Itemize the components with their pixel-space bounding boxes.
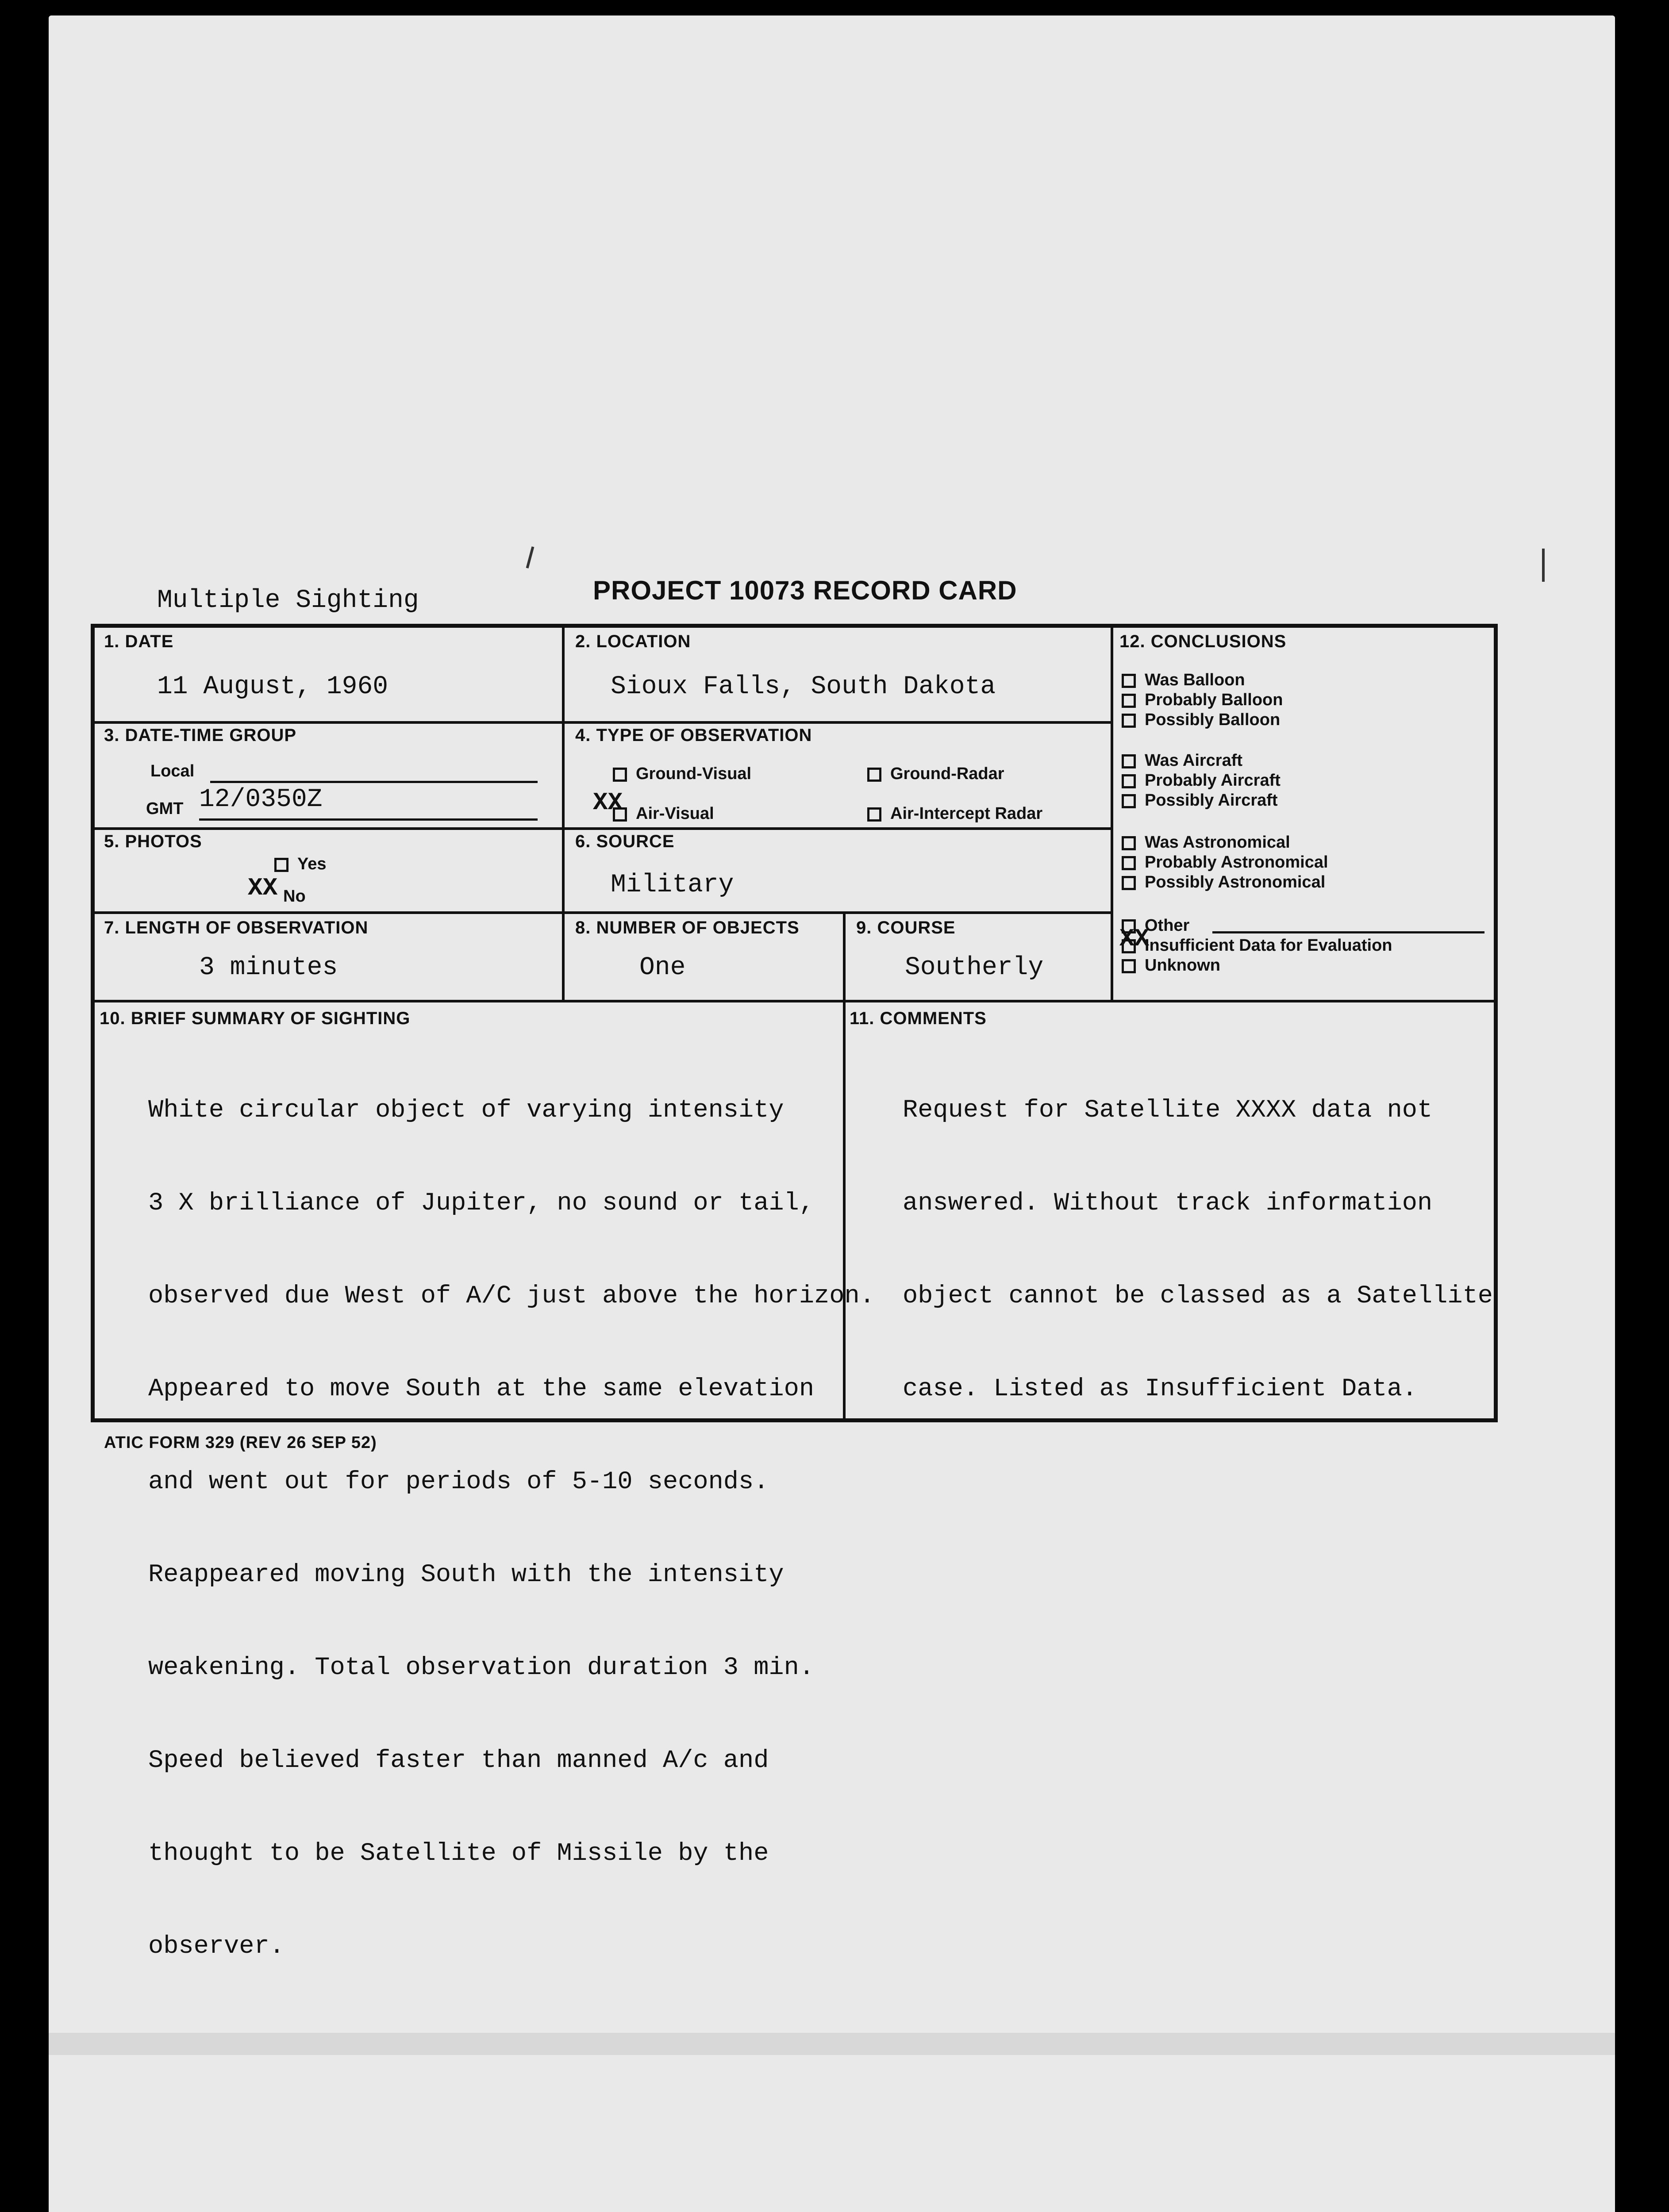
checkbox-icon <box>613 768 627 782</box>
type-label: 4. TYPE OF OBSERVATION <box>575 726 812 745</box>
photos-no-text: No <box>283 887 306 906</box>
conclusion-item <box>1122 791 1281 810</box>
conclusion-item <box>1122 872 1328 892</box>
summary-line: White circular object of varying intensity <box>148 1096 784 1125</box>
type-air-visual-text: Air-Visual <box>636 804 714 823</box>
conclusion-item <box>1122 853 1328 872</box>
photos-no-mark: XX <box>248 874 278 902</box>
photos-yes <box>274 855 327 874</box>
insufficient-mark: XX <box>1119 925 1150 953</box>
grid-line <box>91 911 1113 914</box>
location-value: Sioux Falls, South Dakota <box>611 672 996 701</box>
conclusions-group-balloon <box>1122 670 1283 730</box>
summary-line: weakening. Total observation duration 3 min. <box>148 1654 815 1682</box>
summary-line: Reappeared moving South with the intensity <box>148 1561 784 1589</box>
checkbox-icon <box>1122 694 1136 708</box>
comment-line: case. Listed as Insufficient Data. <box>903 1375 1417 1403</box>
air-visual-mark: XX <box>593 788 623 817</box>
source-label: 6. SOURCE <box>575 832 675 851</box>
grid-line <box>91 721 1113 724</box>
objects-value: One <box>639 953 686 982</box>
dtg-label: 3. DATE-TIME GROUP <box>104 726 297 745</box>
local-underline <box>210 781 538 783</box>
summary-line: and went out for periods of 5-10 seconds. <box>148 1468 769 1496</box>
summary-label: 10. BRIEF SUMMARY OF SIGHTING <box>100 1009 411 1028</box>
summary-line: Speed believed faster than manned A/c and <box>148 1747 769 1775</box>
checkbox-icon <box>1122 836 1136 850</box>
type-air-intercept-text: Air-Intercept Radar <box>890 804 1043 823</box>
location-label: 2. LOCATION <box>575 632 691 651</box>
grid-line <box>562 624 565 1000</box>
grid-line <box>1111 624 1113 1000</box>
multiple-sighting-note: Multiple Sighting <box>157 586 419 615</box>
conclusions-group-astronomical <box>1122 833 1328 892</box>
course-label: 9. COURSE <box>856 918 956 937</box>
grid-line <box>91 827 1113 830</box>
conclusion-text: Was Astronomical <box>1145 833 1290 852</box>
type-ground-visual-text: Ground-Visual <box>636 764 752 783</box>
checkbox-icon <box>1122 714 1136 728</box>
source-value: Military <box>611 871 734 899</box>
objects-label: 8. NUMBER OF OBJECTS <box>575 918 800 937</box>
checkbox-icon <box>867 807 881 822</box>
conclusion-text: Possibly Aircraft <box>1145 791 1278 810</box>
comment-line: object cannot be classed as a Satellite <box>903 1282 1493 1310</box>
checkbox-icon <box>1122 959 1136 973</box>
conclusion-item <box>1122 833 1328 853</box>
conclusion-text: Possibly Astronomical <box>1145 873 1326 891</box>
checkbox-icon <box>613 807 627 822</box>
gmt-label: GMT <box>146 799 184 818</box>
checkbox-icon <box>1122 774 1136 788</box>
conclusion-item-insufficient <box>1122 936 1392 956</box>
summary-line: observed due West of A/C just above the horizon. <box>148 1282 875 1310</box>
conclusions-group-aircraft <box>1122 751 1281 810</box>
card-title: PROJECT 10073 RECORD CARD <box>593 576 1017 605</box>
photos-yes-text: Yes <box>297 855 327 873</box>
comment-line: Request for Satellite XXXX data not <box>903 1096 1433 1125</box>
summary-line: observer. <box>148 1932 285 1961</box>
comments-label: 11. COMMENTS <box>850 1009 987 1028</box>
conclusion-text: Probably Balloon <box>1145 691 1283 709</box>
photos-label: 5. PHOTOS <box>104 832 202 851</box>
length-label: 7. LENGTH OF OBSERVATION <box>104 918 369 937</box>
comment-line: answered. Without track information <box>903 1189 1433 1217</box>
comments-text <box>903 1033 1493 1436</box>
summary-line: thought to be Satellite of Missile by the <box>148 1839 769 1868</box>
summary-line: Appeared to move South at the same elevation <box>148 1375 815 1403</box>
checkbox-icon <box>1122 754 1136 768</box>
conclusion-text: Unknown <box>1145 956 1220 975</box>
page-fold-shadow <box>49 2033 1615 2055</box>
conclusion-item <box>1122 771 1281 791</box>
form-footer: ATIC FORM 329 (REV 26 SEP 52) <box>104 1433 377 1452</box>
conclusions-group-other <box>1122 916 1392 975</box>
conclusion-text: Probably Aircraft <box>1145 771 1281 790</box>
summary-text <box>148 1033 875 1993</box>
conclusion-item <box>1122 690 1283 710</box>
summary-line: 3 X brilliance of Jupiter, no sound or tail, <box>148 1189 815 1217</box>
gmt-underline <box>199 818 538 821</box>
conclusions-label: 12. CONCLUSIONS <box>1119 632 1287 651</box>
conclusion-text: Other <box>1145 916 1190 935</box>
conclusion-item <box>1122 710 1283 730</box>
conclusion-text: Insufficient Data for Evaluation <box>1145 936 1392 955</box>
type-ground-radar <box>867 764 1004 783</box>
course-value: Southerly <box>905 953 1044 982</box>
checkbox-icon <box>867 768 881 782</box>
gmt-value: 12/0350Z <box>199 785 323 814</box>
film-mark <box>1542 549 1545 582</box>
conclusion-text: Was Balloon <box>1145 671 1245 689</box>
checkbox-icon <box>1122 876 1136 890</box>
conclusion-item <box>1122 670 1283 690</box>
date-value: 11 August, 1960 <box>157 672 388 701</box>
checkbox-icon <box>274 858 288 872</box>
other-underline <box>1212 931 1484 933</box>
checkbox-icon <box>1122 856 1136 870</box>
grid-line <box>91 1000 1498 1002</box>
type-air-intercept <box>867 804 1042 823</box>
conclusion-item-unknown <box>1122 956 1392 975</box>
type-air-visual <box>613 804 714 823</box>
conclusion-text: Possibly Balloon <box>1145 710 1281 729</box>
local-label: Local <box>150 762 195 780</box>
date-label: 1. DATE <box>104 632 174 651</box>
type-ground-radar-text: Ground-Radar <box>890 764 1004 783</box>
conclusion-text: Probably Astronomical <box>1145 853 1328 872</box>
length-value: 3 minutes <box>199 953 338 982</box>
conclusion-text: Was Aircraft <box>1145 751 1243 770</box>
checkbox-icon <box>1122 794 1136 808</box>
type-ground-visual <box>613 764 751 783</box>
conclusion-item <box>1122 751 1281 771</box>
checkbox-icon <box>1122 674 1136 688</box>
